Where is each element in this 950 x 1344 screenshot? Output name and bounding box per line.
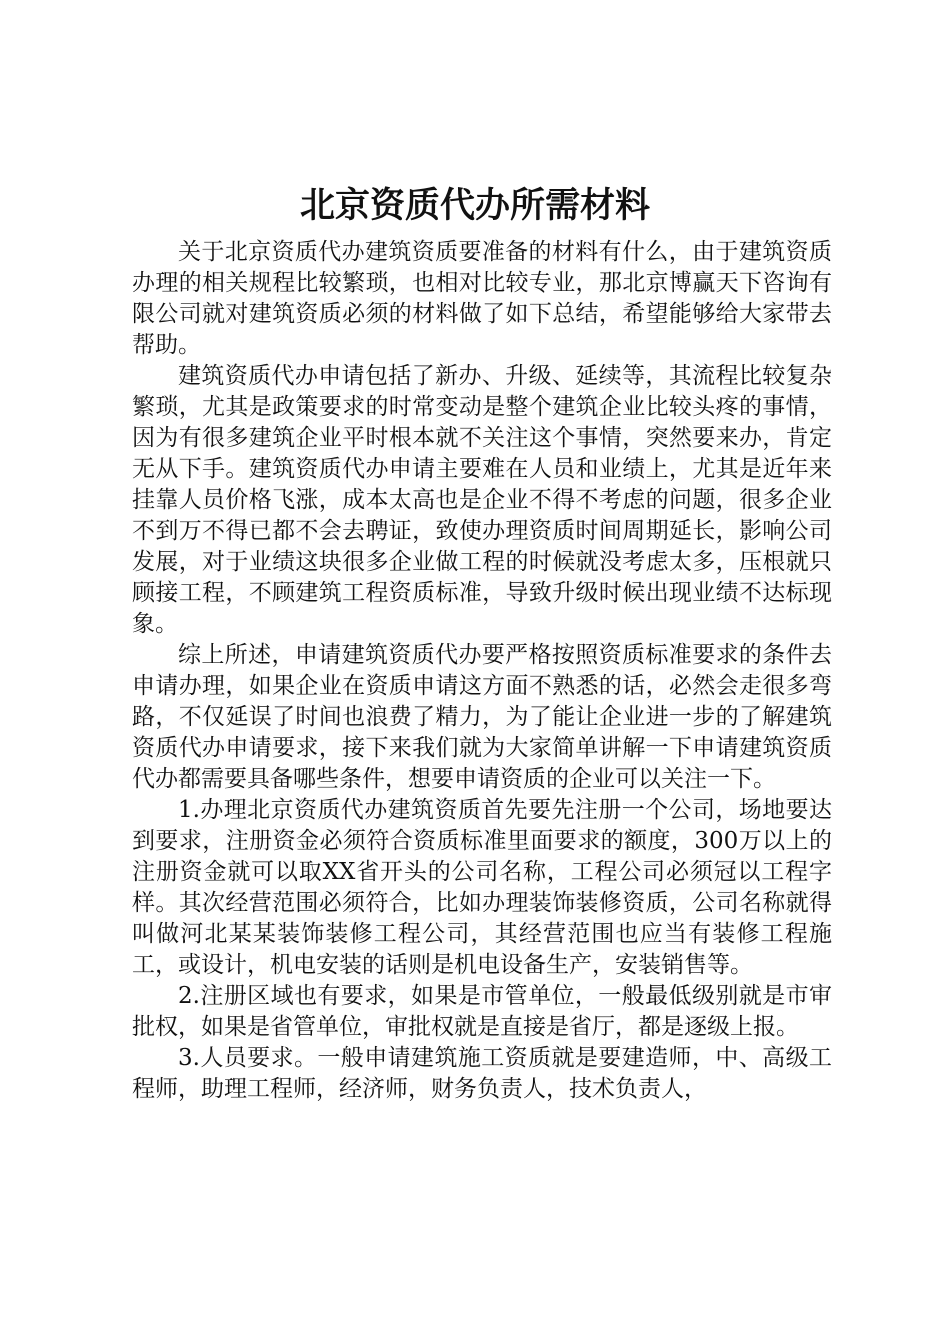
document-body [132,237,832,1105]
paragraph-summary: 综上所述，申请建筑资质代办要严格按照资质标准要求的条件去申请办理，如果企业在资质申请这方面不熟悉的话，必然会走很多弯路，不仅延误了时间也浪费了精力，为了能让企业进一步的了解建筑资质代办申请要求，接下来我们就为大家简单讲解一下申请建筑资质代办都需要具备哪些条件，想要申请资质的企业可以关注一下。 [132,642,832,792]
paragraph-item-2: 2.注册区域也有要求，如果是市管单位，一般最低级别就是市审批权，如果是省管单位，审批权就是直接是省厅，都是逐级上报。 [132,983,832,1040]
paragraph-intro: 关于北京资质代办建筑资质要准备的材料有什么，由于建筑资质办理的相关规程比较繁琐，也相对比较专业，那北京博赢天下咨询有限公司就对建筑资质必须的材料做了如下总结，希望能够给大家带去帮助。 [132,239,832,358]
paragraph-process: 建筑资质代办申请包括了新办、升级、延续等，其流程比较复杂繁琐，尤其是政策要求的时常变动是整个建筑企业比较头疼的事情，因为有很多建筑企业平时根本就不关注这个事情，突然要来办，肯定无从下手。建筑资质代办申请主要难在人员和业绩上，尤其是近年来挂靠人员价格飞涨，成本太高也是企业不得不考虑的问题，很多企业不到万不得已都不会去聘证，致使办理资质时间周期延长，影响公司发展，对于业绩这块很多企业做工程的时候就没考虑太多，压根就只顾接工程，不顾建筑工程资质标准，导致升级时候出现业绩不达标现象。 [132,363,832,637]
paragraph-item-1: 1.办理北京资质代办建筑资质首先要先注册一个公司，场地要达到要求，注册资金必须符合资质标准里面要求的额度，300万以上的注册资金就可以取XX省开头的公司名称，工程公司必须冠以工程字样。其次经营范围必须符合，比如办理装饰装修资质，公司名称就得叫做河北某某装饰装修工程公司，其经营范围也应当有装修工程施工，或设计，机电安装的话则是机电设备生产，安装销售等。 [132,797,832,978]
document-title: 北京资质代办所需材料 [299,186,650,226]
paragraph-item-3: 3.人员要求。一般申请建筑施工资质就是要建造师，中、高级工程师，助理工程师，经济师，财务负责人，技术负责人， [132,1045,832,1102]
